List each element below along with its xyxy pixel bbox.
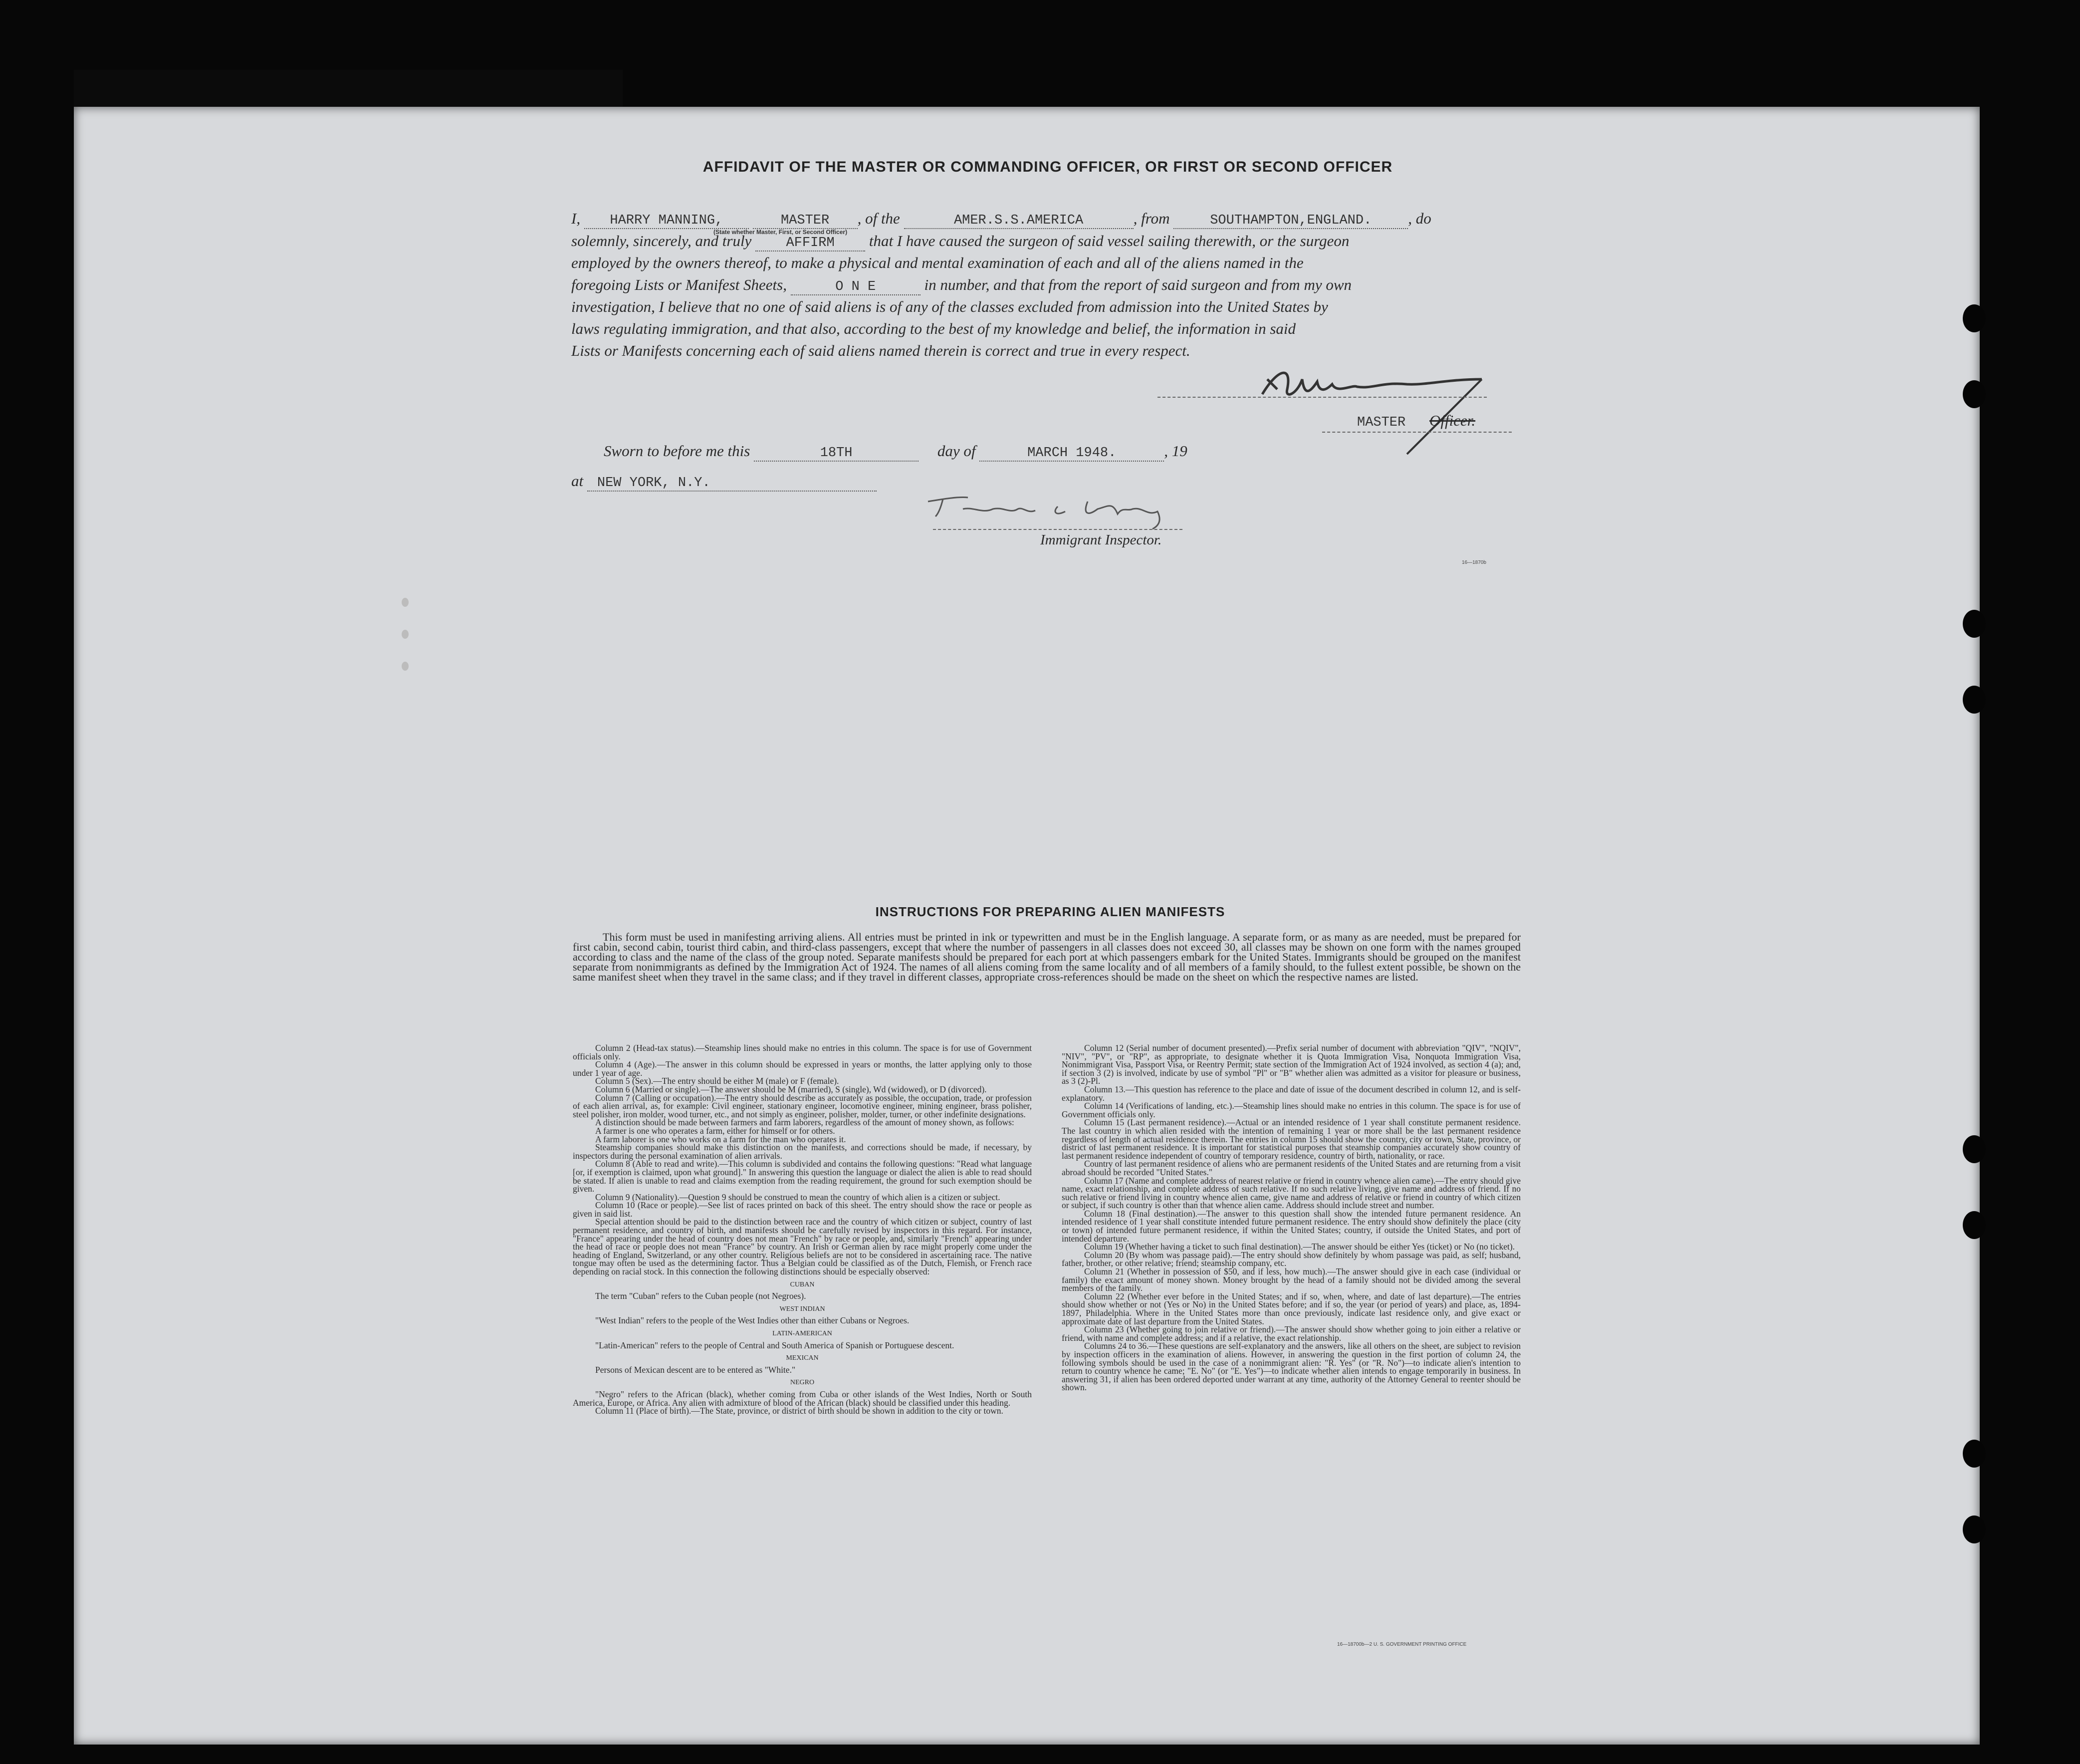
affidavit-line-5: investigation, I believe that no one of said aliens is of any of the classes excluded from admission into the United States by [571, 298, 1328, 315]
instruction-paragraph: Column 19 (Whether having a ticket to such final destination).—The answer should be either Yes (ticket) or No (no ticket). [1084, 1242, 1515, 1252]
affidavit-text: solemnly, sincerely, and truly [571, 232, 752, 250]
affidavit-text: in number, and that from the report of said surgeon and from my own [924, 276, 1352, 293]
affidavit-line-3: employed by the owners thereof, to make a physical and mental examination of each and all of the aliens named in the [571, 254, 1304, 271]
title-line [1322, 432, 1512, 433]
binder-hole [1963, 380, 1986, 408]
affidavit-line-7: Lists or Manifests concerning each of said aliens named therein is correct and true in every respect. [571, 342, 1190, 359]
negro-text: "Negro" refers to the African (black), whether coming from Cuba or other islands of the West Indies, North or South America, Europe, or Africa. Any alien with admixture of blood of the African (black) should be classified under this heading. [573, 1389, 1032, 1408]
instruction-paragraph: Column 15 (Last permanent residence).—Actual or an intended residence of 1 year shall constitute permanent residence. The last country in which alien resided with the intention of remaining 1 year or more shall be the last permanent residence regardless of length of actual residence therein. The entries in column 15 should show the country, city or town, State, province, or district of last permanent residence. It is important for statistical purposes that steamship companies accurately show country of last permanent residence independent of country of temporary residence, country of birth, nationality, or race. [1062, 1117, 1521, 1161]
inspector-line [933, 529, 1182, 530]
instruction-paragraph: Special attention should be paid to the distinction between race and the country of which citizen or subject, country of last permanent residence, and country of birth, and manifests should be carefully revised by inspectors in this regard. For instance, "France" appearing under the head of country does not mean "French" by race or people, and, similarly "French" appearing under the head of race or people does not mean "France" by country. An Irish or German alien by race might properly come under the heading of England, Switzerland, or any other country. Religious beliefs are not to be considered in ascertaining race. The native tongue may often be used as the determining factor. Thus a Belgian could be classified as of the Dutch, Flemish, or French race depending on racial stock. In this connection the following distinctions should be especially observed: [573, 1217, 1032, 1277]
alien-count: O N E [791, 279, 921, 295]
instruction-paragraph: Column 23 (Whether going to join relative or friend).—The answer should show whether going to join either a relative or friend, with name and complete address; and if a relative, the exact relationship. [1062, 1324, 1521, 1343]
inspector-signature [923, 487, 1182, 531]
sworn-month-year: MARCH 1948. [979, 446, 1164, 462]
mexican-heading: MEXICAN [786, 1354, 819, 1362]
instruction-paragraph: A farm laborer is one who works on a farm for the man who operates it. [595, 1134, 846, 1144]
instructions-left-column [573, 1044, 1032, 1415]
sworn-day: 18TH [754, 446, 919, 462]
vessel-name: AMER.S.S.AMERICA [904, 213, 1134, 229]
instruction-paragraph: Column 14 (Verifications of landing, etc.).—Steamship lines should make no entries in this column. The space is for use of Government officials only. [1062, 1101, 1521, 1119]
cuban-heading: CUBAN [790, 1280, 815, 1288]
instruction-paragraph: Column 7 (Calling or occupation).—The entry should describe as accurately as possible, the occupation, trade, or profession of each alien arrival, as, for example: Civil engineer, stationary engineer, locomotive engineer, mining engineer, brass polisher, steel polisher, iron molder, wood turner, etc., and not simply as engineer, polisher, molder, turner, or other indefinite designations. [573, 1092, 1032, 1119]
instruction-paragraph: Column 5 (Sex).—The entry should be either M (male) or F (female). [595, 1076, 839, 1086]
instruction-paragraph: Column 8 (Able to read and write).—This column is subdivided and contains the following questions: "Read what language [or, if exemption is claimed, upon what ground]." In answering this question the language or dialect the alien is able to read should be stated. If alien is unable to read and claims exemption from the reading requirement, the ground for such exemption should be given. [573, 1159, 1032, 1194]
latin-american-heading: LATIN-AMERICAN [772, 1330, 832, 1337]
binder-hole [1963, 1211, 1986, 1239]
smudge-mark [402, 662, 409, 671]
instruction-paragraph: Column 20 (By whom was passage paid).—The entry should show definitely by whom passage was paid, as self; husband, father, brother, or other relative; friend; steamship company, etc. [1062, 1250, 1521, 1268]
instruction-paragraph: Column 21 (Whether in possession of $50, and if less, how much).—The answer should give in each case (individual or family) the exact amount of money shown. Money brought by the head of a family should not be divided among the several members of the family. [1062, 1266, 1521, 1293]
sworn-place: NEW YORK, N.Y. [587, 476, 877, 492]
right-paragraphs [1062, 1044, 1521, 1392]
departure-port: SOUTHAMPTON,ENGLAND. [1173, 213, 1408, 229]
affidavit-title: AFFIDAVIT OF THE MASTER OR COMMANDING OFFICER, OR FIRST OR SECOND OFFICER [702, 159, 1393, 175]
binder-hole [1963, 686, 1986, 714]
year-prefix: , 19 [1164, 442, 1187, 460]
affidavit-line-1 [571, 210, 1519, 229]
instruction-paragraph: Column 9 (Nationality).—Question 9 should be construed to mean the country of which alien is a citizen or subject. [595, 1192, 1000, 1202]
affidavit-line-2 [571, 232, 1519, 252]
instructions-intro: This form must be used in manifesting arriving aliens. All entries must be printed in ink or typewritten and must be in the English language. A separate form, or as many as are needed, must be prepared for first cabin, second cabin, tourist third cabin, and third-class passengers, except that where the number of passengers in all classes does not exceed 30, all classes may be shown on one form with the names grouped according to class and the name of the class of the group noted. Separate manifests should be prepared for each port at which passengers embark for the United States. Immigrants should be grouped on the manifest separate from nonimmigrants as defined by the Immigration Act of 1924. The names of all aliens coming from the same locality and of all members of a family should, to the fullest extent possible, be shown on the same manifest sheet when they travel in the same class; and if they travel in different classes, appropriate cross-references should be made on the sheet on which the respective names are listed. [573, 931, 1521, 983]
do-text: , do [1408, 210, 1431, 227]
signer-title: MASTER [1357, 415, 1406, 430]
column-11-text: Column 11 (Place of birth).—The State, province, or district of birth should be shown in addition to the city or town. [595, 1406, 1003, 1416]
binder-hole [1963, 610, 1986, 638]
instructions-title: INSTRUCTIONS FOR PREPARING ALIEN MANIFESTS [875, 904, 1225, 919]
instruction-paragraph: Column 17 (Name and complete address of nearest relative or friend in country whence alien came).—The entry should give name, exact relationship, and complete address of such relative. If no such relative living, give name and address of friend. If no such relative or friend living in country whence alien came, give name and address of relative or friend in country of which citizen or subject, if such country is other than that whence alien came. Address should include street and number. [1062, 1175, 1521, 1211]
from-text: , from [1133, 210, 1170, 227]
mexican-text: Persons of Mexican descent are to be entered as "White." [595, 1364, 796, 1375]
rank-caption: (State whether Master, First, or Second Officer) [713, 229, 848, 236]
west-indian-heading: WEST INDIAN [779, 1305, 825, 1313]
instruction-paragraph: Column 4 (Age).—The answer in this column should be expressed in years or months, the latter applying only to those under 1 year of age. [573, 1059, 1032, 1078]
instruction-paragraph: Country of last permanent residence of aliens who are permanent residents of the United States and are returning from a visit abroad should be recorded "United States." [1062, 1159, 1521, 1177]
sworn-prefix: Sworn to before me this [604, 442, 750, 460]
binder-hole [1963, 1515, 1986, 1543]
oath-type: AFFIRM [755, 236, 865, 252]
cuban-text: The term "Cuban" refers to the Cuban people (not Negroes). [595, 1291, 806, 1301]
instruction-paragraph: Columns 24 to 36.—These questions are self-explanatory and the answers, like all others on the sheet, are subject to revision by inspection officers in the examination of aliens. However, in answering the question in the first portion of column 24, the following symbols should be used in the case of a nonimmigrant alien: "R. Yes" (or "R. No")—to indicate alien's intention to return to country whence he came; "E. No" (or "E. Yes")—to indicate whether alien intends to engage temporarily in business. In answering 31, if alien has been ordered deported under warrant at any time, authority of the Attorney General to reenter should be shown. [1062, 1341, 1521, 1393]
sworn-line [604, 442, 1552, 462]
day-of-text: day of [937, 442, 976, 460]
binder-hole [1963, 1440, 1986, 1468]
instruction-paragraph: Steamship companies should make this distinction on the manifests, and corrections should be made, if necessary, by inspectors during the personal examination of alien arrivals. [573, 1142, 1032, 1161]
smudge-mark [402, 630, 409, 639]
officer-rank: MASTER [753, 213, 858, 229]
paper-tab-shadow [74, 70, 623, 110]
affidavit-text: foregoing Lists or Manifest Sheets, [571, 276, 787, 293]
instruction-paragraph: Column 13.—This question has reference to the place and date of issue of the document described in column 12, and is self-explanatory. [1062, 1084, 1521, 1103]
signer-suffix: Officer. [1429, 412, 1476, 429]
of-the-text: , of the [857, 210, 900, 227]
instruction-paragraph: Column 12 (Serial number of document presented).—Prefix serial number of document with abbreviation "QIV", "NQIV", "NIV", "PV", or "RP", as appropriate, to designate whether it is Quota Immigration Visa, Nonquota Immigration Visa, Nonimmigrant Visa, Passport Visa, or Reentry Permit; state section of the Immigration Act of 1924 involved, as section 4 (a); and, if section 3 (2) is involved, indicate by use of symbol "Pl" or "B" whether alien was admitted as a visitor for pleasure or business, as 3 (2)-Pl. [1062, 1043, 1521, 1086]
instruction-paragraph: A distinction should be made between farmers and farm laborers, regardless of the amount of money shown, as follows: [595, 1117, 1014, 1128]
latin-american-text: "Latin-American" refers to the people of Central and South America of Spanish or Portuguese descent. [595, 1340, 954, 1350]
affidavit-text: that I have caused the surgeon of said vessel sailing therewith, or the surgeon [869, 232, 1350, 250]
affidavit-line-6: laws regulating immigration, and that also, according to the best of my knowledge and belief, the information in said [571, 320, 1296, 337]
instructions-right-column [1062, 1044, 1521, 1392]
master-name: HARRY MANNING, [584, 213, 749, 229]
affidavit-line-4 [571, 276, 1519, 295]
form-number: 16—1870b [1462, 560, 1486, 565]
binder-hole [1963, 304, 1986, 332]
instruction-paragraph: Column 18 (Final destination).—The answer to this question shall show the intended future permanent residence. An intended residence of 1 year shall constitute intended future permanent residence. The entry should show definitely the place (city or town) of intended future permanent residence, if within the United States; country, if outside the United States, and port of intended departure. [1062, 1208, 1521, 1244]
instruction-paragraph: A farmer is one who operates a farm, either for himself or for others. [595, 1125, 835, 1136]
printing-office-footer: 16—18700b—2 U. S. GOVERNMENT PRINTING OFFICE [1337, 1642, 1467, 1647]
west-indian-text: "West Indian" refers to the people of the West Indies other than either Cubans or Negroes. [595, 1315, 910, 1326]
signer-title-row [1357, 412, 1557, 430]
negro-heading: NEGRO [790, 1379, 815, 1387]
instruction-paragraph: Column 6 (Married or single).—The answer should be M (married), S (single), Wd (widowed), or D (divorced). [595, 1084, 987, 1094]
left-paragraphs [573, 1044, 1032, 1276]
instruction-paragraph: Column 22 (Whether ever before in the United States; and if so, when, where, and date of last departure).—The entries should show whether or not (Yes or No) in the United States before; and if so, the year (or period of years) and place, as, 1894-1897, Philadelphia. Where in the United States more than once previously, indicate last residence only, and give exact or approximate date of last departure from the United States. [1062, 1291, 1521, 1326]
inspector-title: Immigrant Inspector. [1040, 532, 1162, 548]
binder-hole [1963, 1135, 1986, 1163]
signature-line [1157, 397, 1487, 398]
smudge-mark [402, 598, 409, 607]
at-prefix: at [571, 472, 584, 490]
instruction-paragraph: Column 10 (Race or people).—See list of races printed on back of this sheet. The entry should show the race or people as given in said list. [573, 1200, 1032, 1219]
instruction-paragraph: Column 2 (Head-tax status).—Steamship lines should make no entries in this column. The space is for use of Government officials only. [573, 1043, 1032, 1061]
affidavit-prefix: I, [571, 210, 581, 227]
